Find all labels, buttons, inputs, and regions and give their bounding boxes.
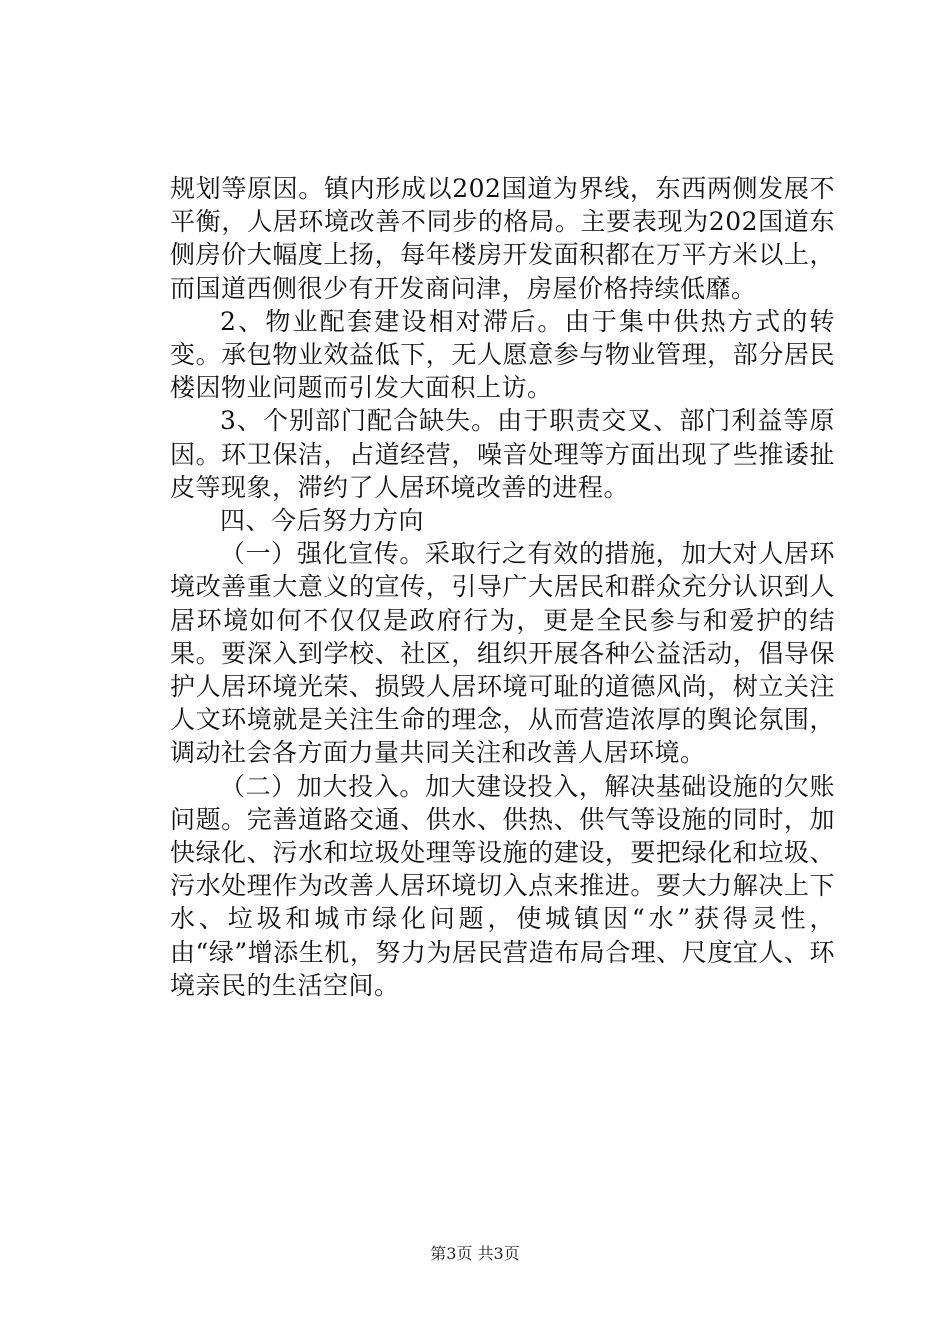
document-body [170, 172, 835, 1002]
paragraph-item-3: 3、个别部门配合缺失。由于职责交叉、部门利益等原因。环卫保洁，占道经营，噪音处理等方面出现了些推诿扯皮等现象，滞约了人居环境改善的进程。 [170, 406, 835, 502]
paragraph-increase-investment: （二）加大投入。加大建设投入，解决基础设施的欠账问题。完善道路交通、供水、供热、供气等设施的同时，加快绿化、污水和垃圾处理等设施的建设，要把绿化和垃圾、污水处理作为改善人居环境切入点来推进。要大力解决上下水、垃圾和城市绿化问题，使城镇因“水”获得灵性，由“绿”增添生机，努力为居民营造布局合理、尺度宜人、环境亲民的生活空间。 [170, 771, 835, 1000]
page-footer: 第3页 共3页 [430, 1244, 520, 1263]
paragraph-continuation: 规划等原因。镇内形成以202国道为界线，东西两侧发展不平衡，人居环境改善不同步的格局。主要表现为202国道东侧房价大幅度上扬，每年楼房开发面积都在万平方米以上，而国道西侧很少有开发商问津，房屋价格持续低靡。 [170, 174, 835, 303]
section-heading-4: 四、今后努力方向 [220, 506, 425, 536]
paragraph-item-2: 2、物业配套建设相对滞后。由于集中供热方式的转变。承包物业效益低下，无人愿意参与物业管理，部分居民楼因物业问题而引发大面积上访。 [170, 306, 835, 403]
paragraph-strengthen-publicity: （一）强化宣传。采取行之有效的措施，加大对人居环境改善重大意义的宣传，引导广大居民和群众充分认识到人居环境如何不仅仅是政府行为，更是全民参与和爱护的结果。要深入到学校、社区，组织开展各种公益活动，倡导保护人居环境光荣、损毁人居环境可耻的道德风尚，树立关注人文环境就是关注生命的理念，从而营造浓厚的舆论氛围，调动社会各方面力量共同关注和改善人居环境。 [170, 539, 835, 768]
